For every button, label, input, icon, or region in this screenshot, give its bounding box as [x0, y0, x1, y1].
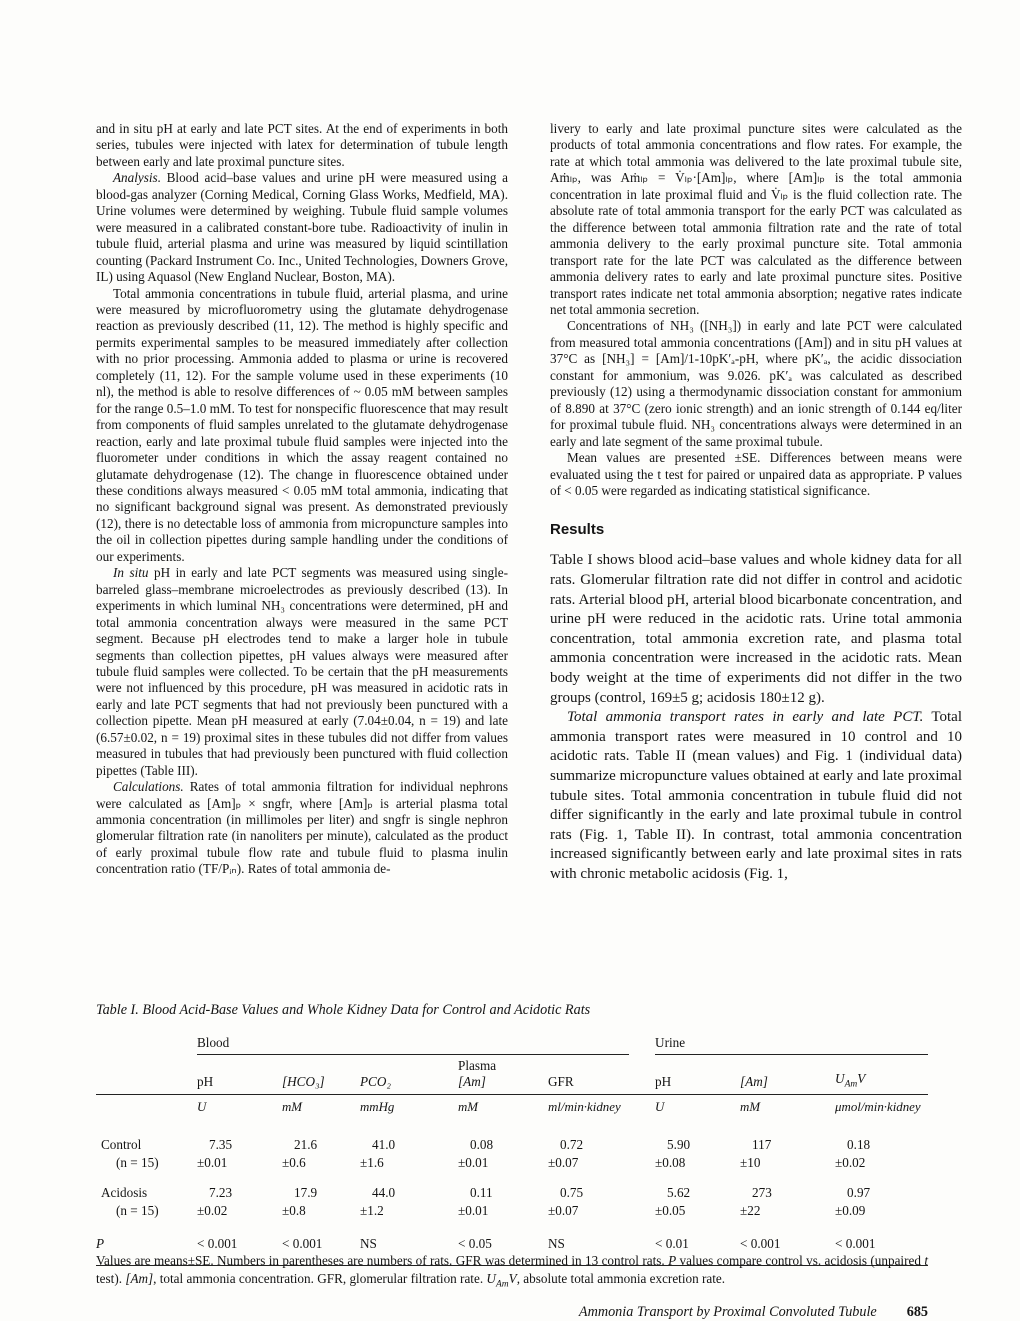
table-cell: 0.75 — [560, 1185, 584, 1200]
table-row-acidosis — [96, 1171, 928, 1201]
table-cell: 0.72 — [560, 1137, 584, 1152]
table-cell: 117 — [752, 1137, 772, 1152]
table-cell: ±0.08 — [655, 1155, 686, 1170]
table-cell: < 0.001 — [740, 1219, 835, 1266]
table-cell — [96, 1095, 197, 1124]
uamv-v: V — [857, 1071, 866, 1087]
results-paragraph — [550, 551, 962, 708]
right-column — [550, 121, 962, 885]
table-cell: 44.0 — [372, 1185, 396, 1200]
paragraph-lead: Calculations. — [113, 779, 184, 795]
table-cell: 0.11 — [470, 1185, 493, 1200]
footnote-text-italic: t — [924, 1253, 928, 1268]
unit-cell: mM — [740, 1100, 761, 1114]
footnote-text-italic: P — [668, 1253, 677, 1268]
methods-paragraph — [550, 450, 962, 499]
table-cell: 0.18 — [847, 1137, 871, 1152]
table-cell: ±0.07 — [548, 1203, 579, 1218]
table-cell — [96, 1055, 197, 1095]
methods-paragraph — [96, 286, 508, 566]
blood-group-label: Blood — [197, 1035, 629, 1055]
paragraph-text: Rates of total ammonia filtration for individual nephrons were calculated as [Am]ₚ × sngfr, where [Am]ₚ is arterial plasma total ammonia concentration (in millimoles per liter) and sngfr is single nephron glomerular filtration rate (in nanoliters per minute), calculated as the product of early proximal tubule flow rate and tubule fluid to plasma inulin concentration ratio (TF/Pᵢₙ). Rates of total ammonia de- — [96, 779, 508, 877]
uamv-u: U — [835, 1071, 845, 1087]
uamv-subscript: Am — [844, 1080, 858, 1090]
table-group-header-row — [96, 1035, 928, 1055]
methods-paragraph — [96, 779, 508, 878]
paragraph-text: pH in early and late PCT segments was measured using single-barreled glass–membrane microelectrodes as previously described (13). In experiments in which luminal NH₃ concentrations were determined, pH and total ammonia concentration always were measured in the same PCT segment. Because pH electrodes tend to make a larger hole in tubule segments than collection pipettes, pH values always were measured after tubule fluid samples were collected. To be certain that the pH measurements were not influenced by this procedure, pH was measured in acidotic rats in early and late PCT segments that had not previously been punctured with a collection pipette. Mean pH measured at early (7.04±0.04, n = 19) and late (6.57±0.02, n = 19) proximal sites in these tubules did not differ from values measured in tubules that had previously been punctured with fluid collection pipettes (Table III). — [96, 565, 508, 778]
footnote-text: test). — [96, 1270, 126, 1286]
table-cell: ±0.01 — [458, 1155, 489, 1170]
methods-paragraph — [96, 121, 508, 170]
table-row-control — [96, 1123, 928, 1153]
paragraph-text: Mean values are presented ±SE. Differences between means were evaluated using the t test for paired or unpaired data as appropriate. P values of < 0.05 were regarded as indicating statistical significance. — [550, 450, 962, 498]
table-cell: ±10 — [740, 1155, 761, 1170]
page-footer — [96, 1304, 928, 1321]
footnote-text: Values are means±SE. Numbers in parentheses are numbers of rats. GFR was determined in 13 control rats. — [96, 1253, 669, 1268]
results-paragraph — [550, 708, 962, 884]
table-footnote — [96, 1252, 928, 1294]
table-caption: Table I. Blood Acid-Base Values and Whole Kidney Data for Control and Acidotic Rats — [96, 1002, 591, 1018]
table-cell: 0.97 — [847, 1185, 871, 1200]
paragraph-text: Table I shows blood acid–base values and whole kidney data for all rats. Glomerular filtration rate did not differ in control and acidotic rats. Arterial blood pH, arterial blood bicarbonate concentration, and urine pH were reduced in the acidotic rats. Urine total ammonia concentration, total ammonia excretion rate, and plasma total ammonia concentration were increased in the acidotic rats. Mean body weight at the time of experiments did not differ in the two groups (control, 169±5 g; acidosis 180±12 g). — [550, 552, 962, 706]
table-header-row — [96, 1055, 928, 1095]
paragraph-text: livery to early and late proximal puncture sites were calculated as the products of total ammonia concentrations and flow rates. For example, the rate at which total ammonia was delivered to the late proximal tubule site, Aṁₗₚ, was Aṁₗₚ = V̇ₗₚ·[Am]ₗₚ, where [Am]ₗₚ is the total ammonia concentration in late proximal fluid and V̇ₗₚ is the fluid collection rate. The absolute rate of total ammonia transport for the early PCT was calculated as the difference between total ammonia filtration rate and the rate of total ammonia delivery to the early proximal puncture site. Total ammonia transport rate for the late PCT was calculated as the difference between ammonia delivery rates to early and late proximal puncture sites. Positive transport rates indicate net total ammonia absorption; negative rates indicate net total ammonia secretion. — [550, 121, 962, 317]
table-cell: < 0.001 — [282, 1219, 360, 1266]
two-column-text — [96, 121, 962, 885]
footnote-text: , total ammonia concentration. GFR, glomerular filtration rate. — [153, 1270, 487, 1286]
running-title: Ammonia Transport by Proximal Convoluted Tubule — [578, 1304, 877, 1320]
column-header-uamv — [835, 1055, 928, 1095]
paragraph-text: Total ammonia transport rates were measured in 10 control and 10 acidotic rats. Table II (mean values) and Fig. 1 (individual data) summarize micropuncture values obtained at early and late proximal tubule sites. Total ammonia concentration in tubule fluid did not differ significantly in the early and late proximal tubule in control rats (Fig. 1, Table II). In contrast, total ammonia concentration increased significantly between early and late proximal sites in rats with chronic metabolic acidosis (Fig. 1, — [550, 709, 962, 882]
table-cell: 21.6 — [294, 1137, 318, 1152]
methods-paragraph — [550, 318, 962, 450]
table-cell: < 0.001 — [197, 1219, 282, 1266]
table-cell: ±0.6 — [282, 1155, 306, 1170]
row-sublabel: (n = 15) — [116, 1155, 159, 1170]
unit-cell: mM — [458, 1100, 479, 1114]
table-cell: NS — [548, 1219, 655, 1266]
footnote-uamv-v: V — [508, 1270, 517, 1286]
table-cell: 5.62 — [667, 1185, 691, 1200]
unit-cell: U — [197, 1100, 207, 1114]
urine-group-label: Urine — [655, 1035, 928, 1055]
page-number: 685 — [906, 1304, 928, 1320]
paragraph-lead: Analysis. — [113, 170, 161, 186]
column-header-am-urine: [Am] — [740, 1055, 835, 1095]
unit-cell: ml/min·kidney — [548, 1100, 621, 1114]
left-column — [96, 121, 508, 885]
methods-paragraph — [550, 121, 962, 318]
table-section — [96, 1002, 928, 1266]
table-cell: < 0.01 — [655, 1219, 740, 1266]
table-cell: < 0.001 — [835, 1219, 928, 1266]
table-cell: ±22 — [740, 1203, 761, 1218]
methods-paragraph — [96, 565, 508, 779]
footnote-text: , absolute total ammonia excretion rate. — [516, 1270, 726, 1286]
paragraph-lead: In situ — [113, 565, 149, 581]
table-cell: 7.23 — [209, 1185, 233, 1200]
urine-group-header — [655, 1035, 928, 1055]
paragraph-text: Blood acid–base values and urine pH were measured using a blood-gas analyzer (Corning Medical, Corning Glass Works, Medfield, MA). Urine volumes were determined by weighing. Tubule fluid sample volumes were measured in a calibrated constant-bore tube. Radioactivity of inulin in tubule fluid, arterial plasma and urine was measured by liquid scintillation counting (Packard Instrument Co. Inc., United Technologies, Downers Grove, IL) using Aquasol (New England Nuclear, Boston, MA). — [96, 170, 508, 285]
table-units-row — [96, 1095, 928, 1124]
table-cell: 17.9 — [294, 1185, 318, 1200]
table-cell: 41.0 — [372, 1137, 396, 1152]
table-cell: ±1.2 — [360, 1203, 384, 1218]
unit-cell: μmol/min·kidney — [835, 1100, 921, 1114]
table-cell: NS — [360, 1219, 458, 1266]
column-header-plasma-am — [458, 1055, 548, 1095]
table-cell: 0.08 — [470, 1137, 494, 1152]
paragraph-text: Concentrations of NH₃ ([NH₃]) in early and late PCT were calculated from measured total ammonia concentrations ([Am]) and in situ pH values at 37°C as [NH₃] = [Am]/1-10pK′ₐ-pH, where pK′ₐ, the acidic dissociation constant for ammonium, was 9.026. pK′ₐ was calculated as described previously (12) using a thermodynamic dissociation constant for ammonium of 8.890 at 37°C (zero ionic strength) and an ionic strength of 0.144 eq/liter for proximal tubule fluid. NH₃ concentrations always were determined in an early and late segment of the same proximal tubule. — [550, 318, 962, 449]
row-sublabel: (n = 15) — [116, 1203, 159, 1218]
column-header-hco3: [HCO₃] — [282, 1055, 360, 1095]
unit-cell: mM — [282, 1100, 303, 1114]
column-header-pco2: PCO₂ — [360, 1055, 458, 1095]
table-row-control-se — [96, 1153, 928, 1171]
footnote-text: values compare control vs. acidosis (unpaired — [676, 1253, 925, 1268]
table-cell: ±0.01 — [197, 1155, 228, 1170]
footnote-uamv-sub: Am — [495, 1279, 509, 1290]
paragraph-lead: Total ammonia transport rates in early and late PCT. — [567, 709, 924, 726]
table-cell: ±0.02 — [197, 1203, 228, 1218]
row-label: P — [96, 1219, 197, 1266]
plasma-label-line2: [Am] — [458, 1074, 486, 1089]
table-cell: 7.35 — [209, 1137, 233, 1152]
footnote-text-italic: [Am] — [125, 1270, 154, 1286]
table-cell — [96, 1035, 197, 1055]
column-header-ph-blood: pH — [197, 1055, 282, 1095]
column-header-ph-urine: pH — [655, 1055, 740, 1095]
table-cell: ±1.6 — [360, 1155, 384, 1170]
plasma-label-line1: Plasma — [458, 1058, 497, 1073]
table-i — [96, 1035, 928, 1266]
unit-cell: mmHg — [360, 1100, 395, 1114]
blood-group-header — [197, 1035, 655, 1055]
row-label: Acidosis — [101, 1185, 148, 1200]
table-cell: < 0.05 — [458, 1219, 548, 1266]
column-header-gfr: GFR — [548, 1055, 655, 1095]
table-cell: ±0.8 — [282, 1203, 306, 1218]
table-cell: 273 — [752, 1185, 772, 1200]
table-row-acidosis-se — [96, 1201, 928, 1219]
table-cell: ±0.01 — [458, 1203, 489, 1218]
unit-cell: U — [655, 1100, 665, 1114]
table-cell: ±0.07 — [548, 1155, 579, 1170]
section-heading-results: Results — [550, 521, 605, 539]
table-cell: ±0.09 — [835, 1203, 866, 1218]
row-label: Control — [101, 1137, 142, 1152]
footnote-uamv-u: U — [486, 1270, 496, 1286]
methods-paragraph — [96, 170, 508, 285]
table-cell: ±0.02 — [835, 1155, 866, 1170]
table-cell: 5.90 — [667, 1137, 691, 1152]
paragraph-text: and in situ pH at early and late PCT sites. At the end of experiments in both series, tubules were injected with latex for determination of tubule length between early and late proximal puncture sites. — [96, 121, 508, 169]
table-cell: ±0.05 — [655, 1203, 686, 1218]
paragraph-text: Total ammonia concentrations in tubule fluid, arterial plasma, and urine were measured by microfluorometry using the glutamate dehydrogenase reaction as previously described (11, 12). The method is highly specific and permits experimental samples to be measured immediately after collection with no prior processing. Ammonia added to plasma or urine is recovered completely (11, 12). For the sample volume used in these experiments (10 nl), the method is able to resolve differences of ~ 0.05 mM between samples for the range 0.5–1.0 mM. To test for nonspecific fluorescence that may result from components of fluid samples unrelated to the glutamate dehydrogenase reaction, early and late proximal tubule fluid samples were injected into the fluorometer under conditions in which the assay reagent contained no glutamate dehydrogenase (12). The change in fluorescence obtained under these conditions always measured < 0.05 mM total ammonia, indicating that no significant background signal was present. As demonstrated previously (12), there is no detectable loss of ammonia from micropuncture samples into the oil in collection pipettes during sample handling under the conditions of our experiments. — [96, 285, 508, 564]
